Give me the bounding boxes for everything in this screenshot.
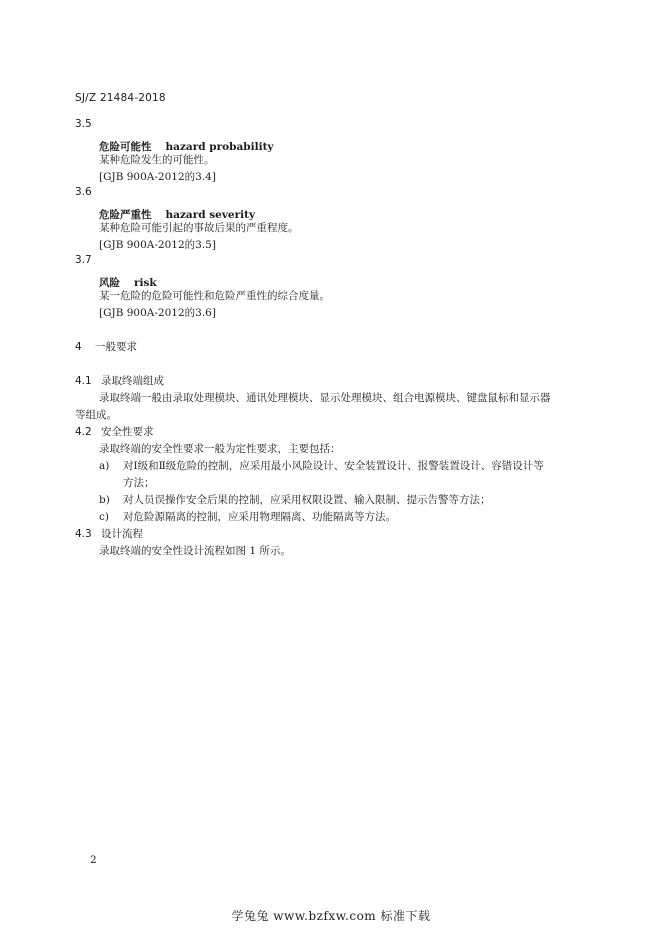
term-definition: 某种危险发生的可能性。 xyxy=(99,154,215,166)
subsection-title: 设计流程 xyxy=(101,528,143,540)
term-reference: [GJB 900A-2012的3.6] xyxy=(99,307,216,319)
paragraph-line: 录取终端一般由录取处理模块、通讯处理模块、显示处理模块、组合电源模块、键盘鼠标和显示器 xyxy=(99,392,551,404)
term-en: risk xyxy=(134,277,157,289)
page-number: 2 xyxy=(90,854,97,866)
list-item-text: 对人员误操作安全后果的控制，应采用权限设置、输入限制、提示告警等方法； xyxy=(123,494,491,506)
term-definition: 某一危险的危险可能性和危险严重性的综合度量。 xyxy=(99,290,330,302)
list-item-label: a) xyxy=(99,460,110,472)
list-item xyxy=(99,492,491,507)
term-definition: 某种危险可能引起的事故后果的严重程度。 xyxy=(99,222,299,234)
subsection-heading xyxy=(75,424,154,439)
term-reference: [GJB 900A-2012的3.4] xyxy=(99,171,216,183)
document-code: SJ/Z 21484-2018 xyxy=(75,92,166,104)
subsection-heading xyxy=(75,526,143,541)
term-zh: 危险严重性 xyxy=(99,209,152,221)
term-number: 3.5 xyxy=(75,118,92,130)
list-item-label: b) xyxy=(99,494,110,506)
term-number: 3.7 xyxy=(75,254,92,266)
subsection-title: 录取终端组成 xyxy=(101,375,164,387)
paragraph-line: 录取终端的安全性要求一般为定性要求，主要包括： xyxy=(99,443,341,455)
list-item-text: 对Ⅰ级和Ⅱ级危险的控制，应采用最小风险设计、安全装置设计、报警装置设计、容错设计等 xyxy=(123,460,544,472)
list-item xyxy=(99,458,544,473)
subsection-heading xyxy=(75,373,164,388)
term-zh: 风险 xyxy=(99,277,120,289)
paragraph-line: 录取终端的安全性设计流程如图 1 所示。 xyxy=(99,545,291,557)
section-title: 一般要求 xyxy=(95,341,137,353)
term-en: hazard probability xyxy=(165,141,274,153)
term-en: hazard severity xyxy=(165,209,256,221)
paragraph-line: 等组成。 xyxy=(75,409,117,421)
section-heading xyxy=(75,339,137,354)
list-item-label: c) xyxy=(99,511,109,523)
subsection-number: 4.2 xyxy=(75,426,92,438)
list-item xyxy=(99,509,396,524)
list-item-continuation: 方法； xyxy=(123,477,155,489)
subsection-number: 4.3 xyxy=(75,528,92,540)
list-item-text: 对危险源隔离的控制，应采用物理隔离、功能隔离等方法。 xyxy=(123,511,396,523)
term-number: 3.6 xyxy=(75,186,92,198)
term-zh: 危险可能性 xyxy=(99,141,152,153)
footer-watermark[interactable]: 学兔兔 www.bzfxw.com 标准下载 xyxy=(231,909,431,923)
subsection-number: 4.1 xyxy=(75,375,92,387)
subsection-title: 安全性要求 xyxy=(101,426,154,438)
section-number: 4 xyxy=(75,341,82,353)
term-reference: [GJB 900A-2012的3.5] xyxy=(99,239,216,251)
